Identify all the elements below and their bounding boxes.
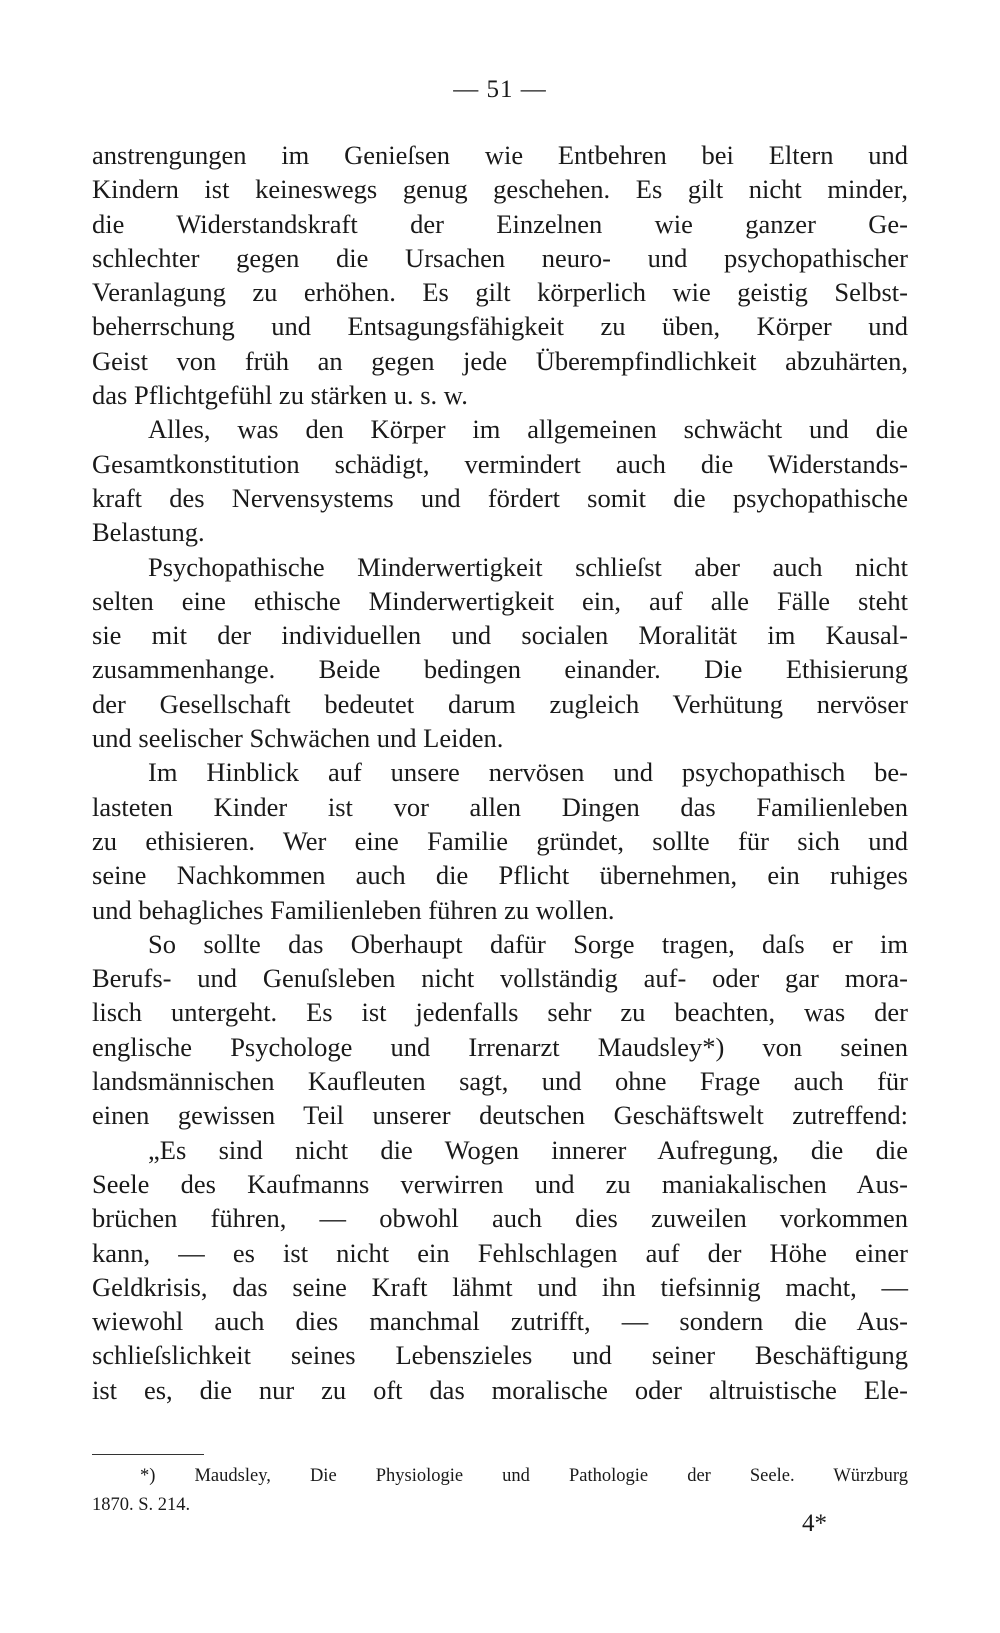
text-line: Geist von früh an gegen jede Überempfindlichkeit abzuhärten,: [92, 345, 908, 376]
text-line: Berufs- und Genuſsleben nicht vollständig auf- oder gar mora-: [92, 963, 908, 994]
text-line: Seele des Kaufmanns verwirren und zu maniakalischen Aus-: [92, 1168, 908, 1199]
text-line: seine Nachkommen auch die Pflicht übernehmen, ein ruhiges: [92, 860, 908, 891]
text-line: kraft des Nervensystems und fördert somit die psychopathische: [92, 482, 908, 513]
text-line: einen gewissen Teil unserer deutschen Geschäftswelt zutreffend:: [92, 1100, 908, 1131]
footnote-line: *) Maudsley, Die Physiologie und Pathologie der Seele. Würzburg: [140, 1466, 908, 1486]
text-line: schlechter gegen die Ursachen neuro- und psychopathischer: [92, 242, 908, 273]
text-line: Gesamtkonstitution schädigt, vermindert auch die Widerstands-: [92, 448, 908, 479]
text-line: beherrschung und Entsagungsfähigkeit zu üben, Körper und: [92, 311, 908, 342]
text-line: lisch untergeht. Es ist jedenfalls sehr zu beachten, was der: [92, 997, 908, 1028]
footnote-line: 1870. S. 214.: [92, 1495, 191, 1515]
text-line: lasteten Kinder ist vor allen Dingen das Familienleben: [92, 791, 908, 822]
text-line: zusammenhange. Beide bedingen einander. Die Ethisierung: [92, 654, 908, 685]
text-line: der Gesellschaft bedeutet darum zugleich Verhütung nervöser: [92, 688, 908, 719]
text-line: So sollte das Oberhaupt dafür Sorge tragen, daſs er im: [148, 928, 908, 959]
footnote-rule: [92, 1454, 204, 1455]
signature-mark: 4*: [802, 1510, 827, 1537]
text-line: sie mit der individuellen und socialen Moralität im Kausal-: [92, 620, 908, 651]
text-line: schlieſslichkeit seines Lebenszieles und seiner Beschäftigung: [92, 1340, 908, 1371]
text-line: wiewohl auch dies manchmal zutrifft, — sondern die Aus-: [92, 1306, 908, 1337]
footnote: [92, 1462, 908, 1520]
text-line: Im Hinblick auf unsere nervösen und psychopathisch be-: [148, 757, 908, 788]
text-line: und seelischer Schwächen und Leiden.: [92, 723, 504, 754]
text-line: und behagliches Familienleben führen zu wollen.: [92, 894, 615, 925]
text-line: zu ethisieren. Wer eine Familie gründet, sollte für sich und: [92, 825, 908, 856]
text-line: anstrengungen im Genieſsen wie Entbehren bei Eltern und: [92, 140, 908, 170]
text-line: „Es sind nicht die Wogen innerer Aufregung, die die: [148, 1134, 908, 1165]
text-line: Kindern ist keineswegs genug geschehen. Es gilt nicht minder,: [92, 174, 908, 205]
text-line: Psychopathische Minderwertigkeit schlieſst aber auch nicht: [148, 551, 908, 582]
text-line: das Pflichtgefühl zu stärken u. s. w.: [92, 380, 468, 411]
text-line: Alles, was den Körper im allgemeinen schwächt und die: [148, 414, 908, 445]
text-line: Belastung.: [92, 517, 205, 548]
text-line: landsmännischen Kaufleuten sagt, und ohne Frage auch für: [92, 1066, 908, 1097]
body-text: [92, 138, 908, 1407]
text-line: brüchen führen, — obwohl auch dies zuweilen vorkommen: [92, 1203, 908, 1234]
text-line: Geldkrisis, das seine Kraft lähmt und ihn tiefsinnig macht, —: [92, 1271, 908, 1302]
page-number: — 51 —: [453, 76, 547, 103]
text-line: die Widerstandskraft der Einzelnen wie ganzer Ge-: [92, 208, 908, 239]
text-line: kann, — es ist nicht ein Fehlschlagen auf der Höhe einer: [92, 1237, 908, 1268]
text-line: Veranlagung zu erhöhen. Es gilt körperlich wie geistig Selbst-: [92, 277, 908, 308]
text-line: selten eine ethische Minderwertigkeit ein, auf alle Fälle steht: [92, 585, 908, 616]
text-line: englische Psychologe und Irrenarzt Maudsley*) von seinen: [92, 1031, 908, 1062]
text-line: ist es, die nur zu oft das moralische oder altruistische Ele-: [92, 1374, 908, 1405]
